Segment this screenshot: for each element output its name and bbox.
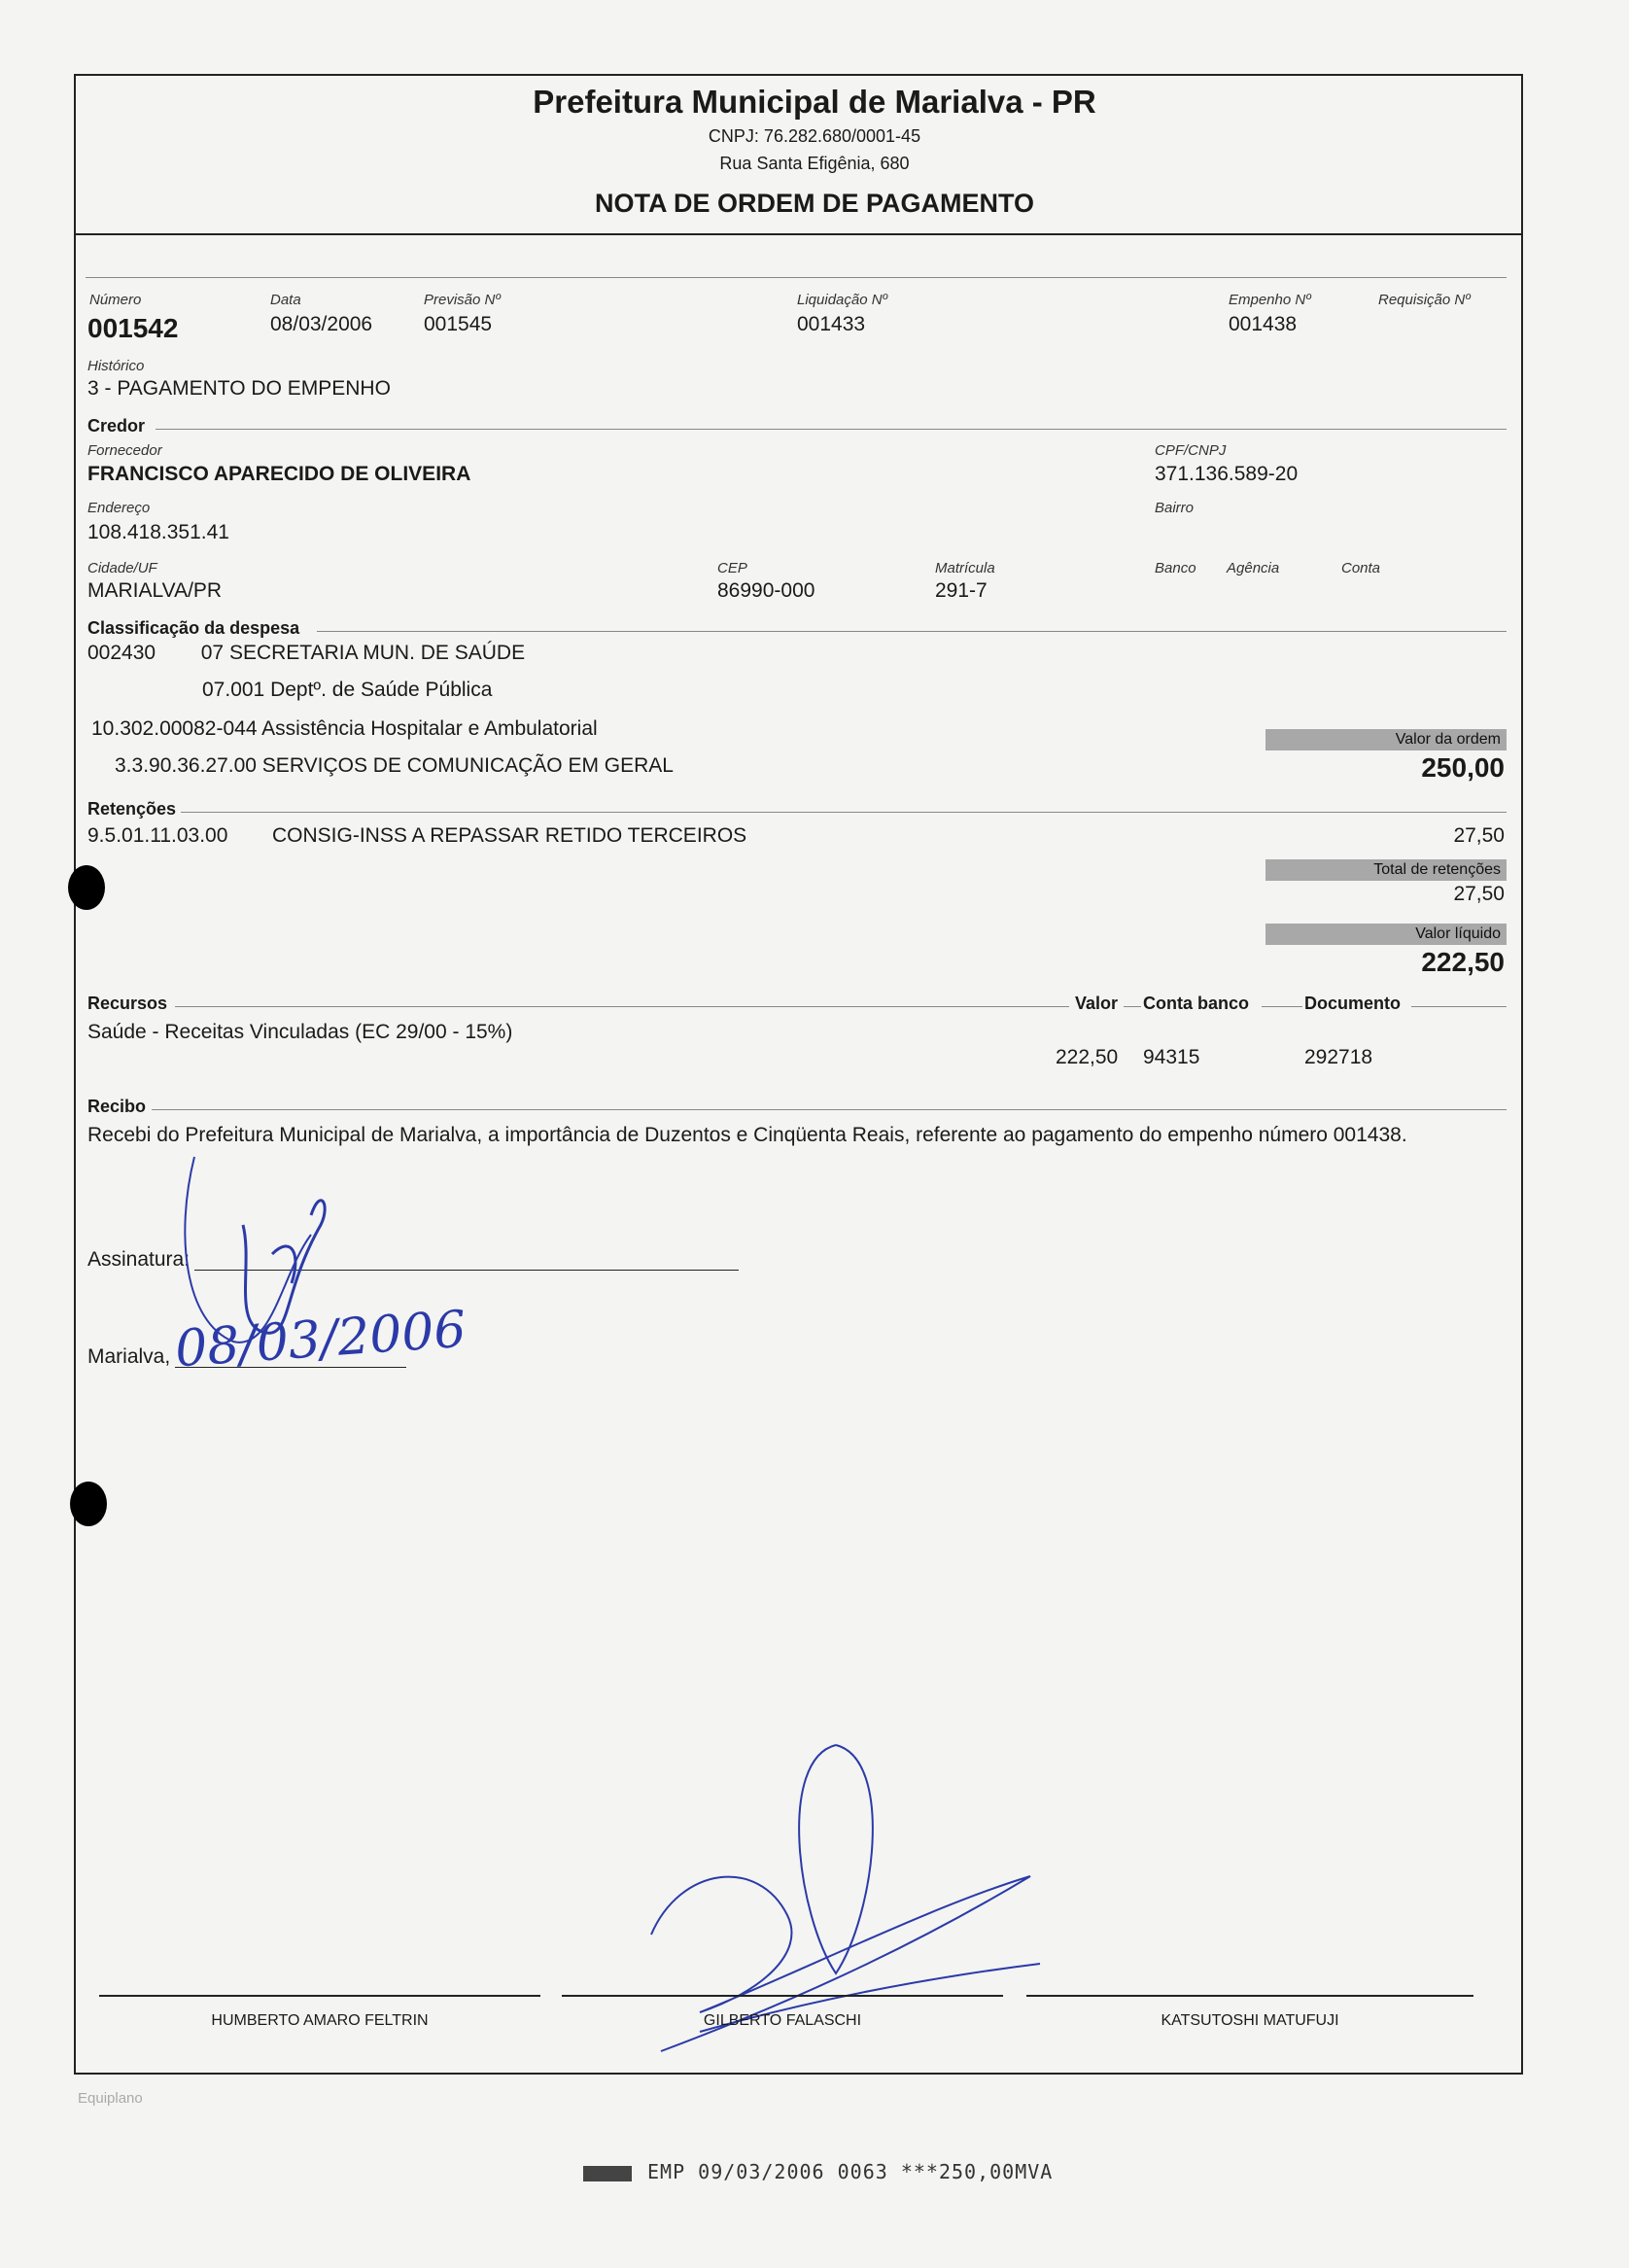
divider [86, 277, 1507, 278]
recursos-conta: 94315 [1143, 1046, 1200, 1068]
numero-label: Número [89, 292, 142, 308]
bairro-label: Bairro [1155, 500, 1195, 516]
recursos-section: Recursos [87, 994, 168, 1013]
cpf-value: 371.136.589-20 [1155, 463, 1299, 485]
fornecedor-label: Fornecedor [87, 442, 162, 459]
matricula-label: Matrícula [935, 560, 995, 576]
cidade-label: Cidade/UF [87, 560, 157, 576]
page-title: Prefeitura Municipal de Marialva - PR [533, 84, 1096, 120]
cep-value: 86990-000 [717, 579, 815, 602]
classificacao-line3: 10.302.00082-044 Assistência Hospitalar e Ambulatorial [91, 717, 598, 740]
banco-label: Banco [1155, 560, 1196, 576]
previsao-label: Previsão Nº [424, 292, 501, 308]
recursos-documento-label: Documento [1304, 994, 1401, 1013]
recibo-section: Recibo [87, 1097, 147, 1116]
divider [317, 631, 1507, 632]
document-title: NOTA DE ORDEM DE PAGAMENTO [594, 189, 1034, 218]
conta-label: Conta [1341, 560, 1381, 576]
signature-stamp-mark [175, 1118, 350, 1351]
numero-value: 001542 [87, 313, 179, 343]
data-value: 08/03/2006 [270, 313, 373, 335]
divider [1262, 1006, 1302, 1007]
recursos-valor-label: Valor [1075, 994, 1119, 1013]
divider [1124, 1006, 1141, 1007]
previsao-value: 001545 [424, 313, 493, 335]
retencao-desc: CONSIG-INSS A REPASSAR RETIDO TERCEIROS [272, 824, 747, 847]
recibo-text: Recebi do Prefeitura Municipal de Marialva, a importância de Duzentos e Cinqüenta Reais, referente ao pagamento do empenho número 001438. [87, 1124, 1407, 1146]
classificacao-line4: 3.3.90.36.27.00 SERVIÇOS DE COMUNICAÇÃO EM GERAL [115, 754, 674, 777]
punch-hole [68, 865, 105, 910]
divider [175, 1006, 1069, 1007]
classificacao-line2: 07.001 Deptº. de Saúde Pública [202, 679, 493, 701]
divider [1411, 1006, 1507, 1007]
signature-line [1026, 1995, 1473, 1997]
endereco-label: Endereço [87, 500, 151, 516]
empenho-value: 001438 [1229, 313, 1298, 335]
cep-label: CEP [717, 560, 747, 576]
retencao-code: 9.5.01.11.03.00 [87, 824, 228, 847]
fornecedor-value: FRANCISCO APARECIDO DE OLIVEIRA [87, 463, 471, 485]
signatory-1: HUMBERTO AMARO FELTRIN [211, 2012, 429, 2029]
empenho-label: Empenho Nº [1229, 292, 1311, 308]
divider [181, 812, 1507, 813]
bank-logo-icon [583, 2166, 632, 2181]
handwritten-date: 08/03/2006 [173, 1300, 468, 1379]
retencoes-section: Retenções [87, 799, 177, 819]
liquidacao-label: Liquidação Nº [797, 292, 888, 308]
cpf-label: CPF/CNPJ [1155, 442, 1227, 459]
retencao-value: 27,50 [1453, 824, 1505, 847]
historico-label: Histórico [87, 358, 145, 374]
classificacao-line1: 002430 07 SECRETARIA MUN. DE SAÚDE [87, 642, 526, 664]
recursos-documento: 292718 [1304, 1046, 1373, 1068]
signature-line [562, 1995, 1003, 1997]
footer-stamp [583, 2160, 1053, 2183]
local-label: Marialva, [87, 1345, 171, 1368]
divider [156, 429, 1507, 430]
valor-ordem-label: Valor da ordem [1265, 729, 1507, 750]
total-retencoes-label: Total de retenções [1265, 859, 1507, 881]
valor-liquido-label: Valor líquido [1265, 924, 1507, 945]
assinatura-label: Assinatura: [87, 1248, 191, 1271]
matricula-value: 291-7 [935, 579, 988, 602]
recursos-desc: Saúde - Receitas Vinculadas (EC 29/00 - 15%) [87, 1021, 513, 1043]
punch-hole [70, 1482, 107, 1526]
endereco-value: 108.418.351.41 [87, 521, 229, 543]
recursos-conta-label: Conta banco [1143, 994, 1250, 1013]
total-retencoes-value: 27,50 [1453, 883, 1505, 905]
cnpj-text: CNPJ: 76.282.680/0001-45 [708, 126, 921, 146]
historico-value: 3 - PAGAMENTO DO EMPENHO [87, 377, 391, 400]
footer-stamp-text: EMP 09/03/2006 0063 ***250,00MVA [647, 2160, 1054, 2183]
liquidacao-value: 001433 [797, 313, 866, 335]
valor-ordem-value: 250,00 [1421, 752, 1505, 783]
address-text: Rua Santa Efigênia, 680 [719, 154, 910, 173]
agencia-label: Agência [1227, 560, 1280, 576]
recursos-valor: 222,50 [1056, 1046, 1119, 1068]
credor-section: Credor [87, 416, 146, 436]
header-separator [74, 233, 1523, 235]
data-label: Data [270, 292, 301, 308]
cidade-value: MARIALVA/PR [87, 579, 223, 602]
footer-brand: Equiplano [78, 2090, 143, 2107]
classificacao-section: Classificação da despesa [87, 618, 300, 638]
valor-liquido-value: 222,50 [1421, 947, 1505, 977]
signatory-3: KATSUTOSHI MATUFUJI [1161, 2012, 1339, 2029]
requisicao-label: Requisição Nº [1378, 292, 1471, 308]
divider [152, 1109, 1507, 1110]
signature-line [99, 1995, 540, 1997]
signatory-2: GILBERTO FALASCHI [703, 2012, 862, 2029]
